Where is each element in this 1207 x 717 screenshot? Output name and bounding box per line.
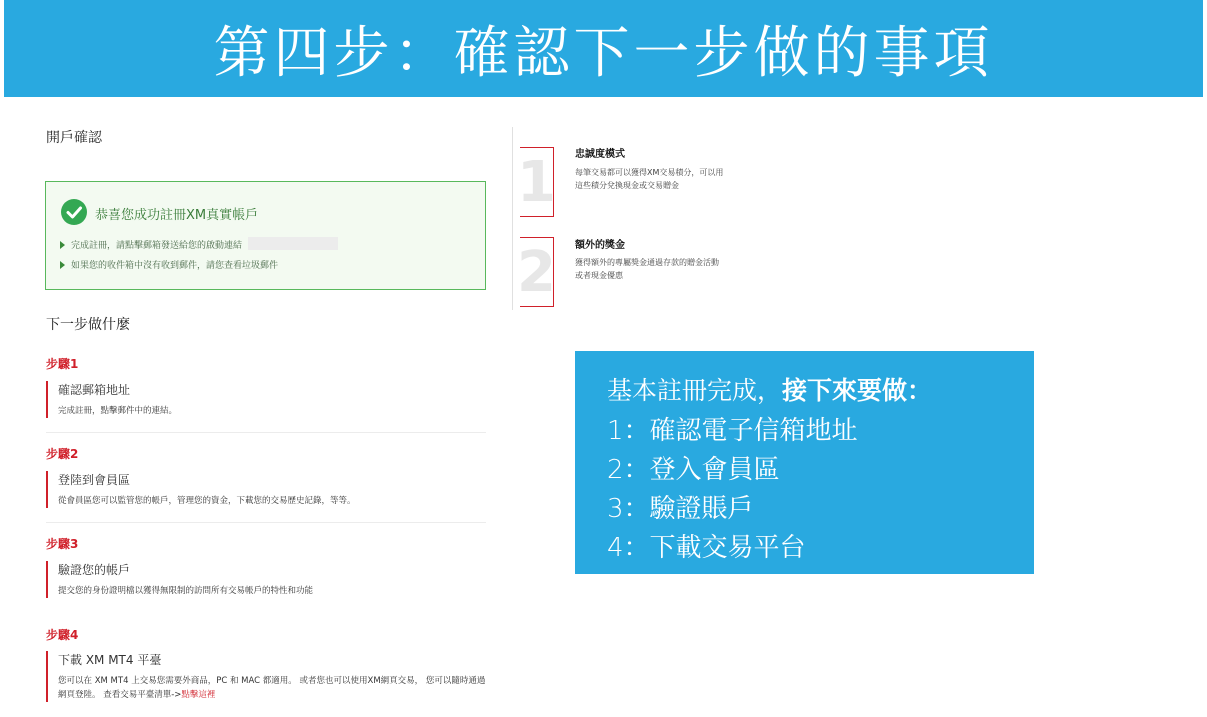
step-label: 步驟4 bbox=[46, 628, 79, 642]
triangle-bullet-icon bbox=[60, 241, 65, 249]
step-heading: 下載 XM MT4 平臺 bbox=[58, 653, 162, 667]
perk-description: 獲得額外的專屬獎金通過存款的贈金活動或者現金優惠 bbox=[575, 258, 719, 280]
step-description: 提交您的身份證明檔以獲得無限制的訪問所有交易帳戶的特性和功能 bbox=[58, 586, 314, 596]
step-label: 步驟3 bbox=[46, 537, 79, 551]
step-1 bbox=[46, 381, 177, 418]
step-heading: 登陸到會員區 bbox=[58, 473, 131, 487]
step-description-text: 您可以在 XM MT4 上交易您需要外商品，PC 和 MAC 都適用。 或者您也可以使用XM網頁交易， 您可以隨時通過網頁登陸。 查看交易平臺清單-> bbox=[58, 676, 486, 700]
masked-email bbox=[248, 237, 338, 250]
summary-item: 1：確認電子信箱地址 bbox=[607, 416, 858, 446]
perk-number: 2 bbox=[520, 237, 554, 307]
step-2 bbox=[46, 471, 356, 508]
step-heading: 驗證您的帳戶 bbox=[58, 563, 131, 577]
success-heading: 恭喜您成功註冊XM真實帳戶 bbox=[95, 208, 259, 223]
divider bbox=[46, 522, 486, 523]
step-description: 完成註冊，點擊郵件中的連結。 bbox=[58, 406, 178, 416]
perk-number: 1 bbox=[520, 147, 554, 217]
next-steps-title: 下一步做什麼 bbox=[46, 317, 130, 333]
step-heading: 確認郵箱地址 bbox=[58, 383, 131, 397]
divider bbox=[46, 432, 486, 433]
perk-title: 額外的獎金 bbox=[575, 240, 625, 251]
perk-description: 每筆交易都可以獲得XM交易積分，可以用這些積分兌換現金或交易贈金 bbox=[575, 168, 724, 190]
summary-item: 4：下載交易平台 bbox=[607, 533, 806, 563]
perk-title: 忠誠度模式 bbox=[575, 149, 625, 160]
summary-item: 2：登入會員區 bbox=[607, 455, 780, 485]
success-panel bbox=[45, 181, 486, 290]
step-label: 步驟1 bbox=[46, 357, 79, 371]
step-description bbox=[58, 674, 491, 702]
step-3 bbox=[46, 561, 313, 598]
step-label: 步驟2 bbox=[46, 447, 79, 461]
click-here-link[interactable]: 點擊這裡 bbox=[181, 690, 216, 700]
step-description: 從會員區您可以監管您的帳戶，管理您的資金，下載您的交易歷史記錄，等等。 bbox=[58, 496, 356, 506]
success-bullet bbox=[60, 258, 278, 271]
triangle-bullet-icon bbox=[60, 261, 65, 269]
bullet-text: 如果您的收件箱中沒有收到郵件，請您查看垃圾郵件 bbox=[71, 261, 279, 271]
bullet-text: 完成註冊，請點擊郵箱發送給您的啟動連結 bbox=[71, 241, 243, 251]
summary-headline bbox=[607, 371, 1034, 407]
summary-headline-bold: 接下來要做： bbox=[782, 376, 933, 405]
summary-headline-plain: 基本註冊完成， bbox=[607, 376, 783, 405]
summary-item: 3：驗證賬戶 bbox=[607, 494, 754, 524]
title-banner bbox=[4, 0, 1203, 97]
page-title: 第四步：確認下一步做的事項 bbox=[213, 20, 994, 86]
account-confirm-title: 開戶確認 bbox=[46, 130, 102, 146]
step-4 bbox=[46, 651, 491, 702]
success-bullet bbox=[60, 238, 242, 251]
summary-box bbox=[575, 351, 1034, 574]
column-divider bbox=[512, 127, 513, 310]
check-circle-icon bbox=[61, 199, 87, 225]
